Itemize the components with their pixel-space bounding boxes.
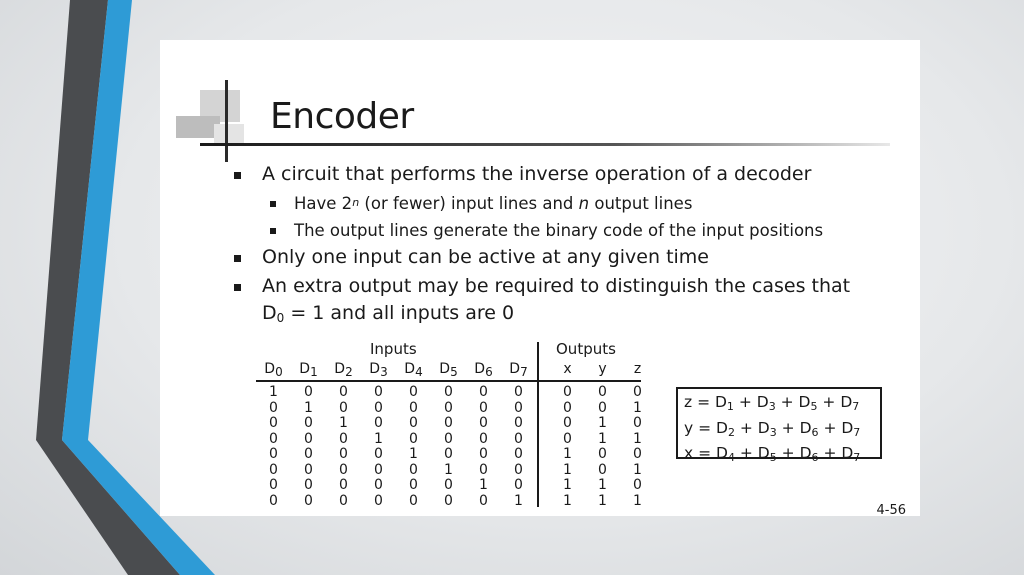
table-header-cell: z <box>633 361 642 377</box>
bullet-square-icon <box>270 201 276 207</box>
equations-box <box>676 387 882 464</box>
table-cell: 1 <box>269 384 278 400</box>
table-row <box>256 415 655 431</box>
table-cell: 0 <box>374 399 383 416</box>
table-row <box>256 446 655 462</box>
table-cell: 0 <box>269 430 278 447</box>
bullet-item: A circuit that performs the inverse operation of a decoder <box>232 161 912 188</box>
table-cell: 0 <box>514 461 523 478</box>
table-cell: 1 <box>598 430 607 447</box>
bullet-list <box>232 161 912 334</box>
table-cell: 0 <box>304 430 313 447</box>
table-cell: 0 <box>269 415 278 431</box>
table-cell: 1 <box>304 399 313 416</box>
table-cell: 1 <box>633 461 642 478</box>
table-cell: 0 <box>304 446 313 462</box>
table-cell: 0 <box>563 415 572 431</box>
table-header-cell: $D_0$ <box>264 361 283 379</box>
table-cell: 0 <box>514 399 523 416</box>
table-header-cell: $D_2$ <box>334 361 353 379</box>
table-row <box>256 384 655 400</box>
table-cell: 0 <box>479 492 488 509</box>
table-cell: 0 <box>339 461 348 478</box>
table-cell: 0 <box>269 461 278 478</box>
bullet-square-icon <box>234 255 241 262</box>
table-cell: 0 <box>339 430 348 447</box>
table-cell: 0 <box>444 384 453 400</box>
slide-content-image <box>160 40 920 516</box>
table-cell: 1 <box>633 399 642 416</box>
bullet-item: Only one input can be active at any given time <box>232 244 912 271</box>
table-cell: 1 <box>598 492 607 509</box>
bullet-continuation: $D_0 = 1$ and all inputs are 0 <box>262 302 515 325</box>
equation-line: $y = D_2 + D_3 + D_6 + D_7$ <box>684 418 861 439</box>
table-cell: 1 <box>479 477 488 493</box>
table-cell: 0 <box>409 415 418 431</box>
table-cell: 0 <box>409 399 418 416</box>
gray-stripe-lower <box>36 440 180 575</box>
table-cell: 0 <box>339 384 348 400</box>
table-cell: 0 <box>444 446 453 462</box>
table-header-cell: $D_4$ <box>404 361 423 379</box>
table-cell: 0 <box>304 492 313 509</box>
table-cell: 0 <box>563 430 572 447</box>
table-cell: 0 <box>304 461 313 478</box>
bullet-square-icon <box>234 172 241 179</box>
table-cell: 1 <box>598 477 607 493</box>
table-header-cell: $D_6$ <box>474 361 493 379</box>
table-cell: 0 <box>269 492 278 509</box>
table-cell: 0 <box>374 384 383 400</box>
table-cell: 0 <box>479 384 488 400</box>
bullet-square-icon <box>270 228 276 234</box>
table-cell: 0 <box>514 384 523 400</box>
table-cell: 1 <box>409 446 418 462</box>
bullet-square-icon <box>234 284 241 291</box>
table-cell: 0 <box>409 461 418 478</box>
table-cell: 0 <box>514 415 523 431</box>
table-cell: 1 <box>633 492 642 509</box>
table-cell: 0 <box>633 477 642 493</box>
table-cell: 1 <box>339 415 348 431</box>
table-cell: 0 <box>339 446 348 462</box>
table-cell: 0 <box>633 415 642 431</box>
table-cell: 0 <box>339 477 348 493</box>
table-cell: 0 <box>514 477 523 493</box>
table-header-row <box>256 361 655 377</box>
table-cell: 0 <box>269 477 278 493</box>
table-divider-horizontal <box>256 380 641 382</box>
table-cell: 1 <box>563 461 572 478</box>
table-cell: 0 <box>304 384 313 400</box>
table-cell: 0 <box>339 399 348 416</box>
table-cell: 1 <box>514 492 523 509</box>
table-cell: 0 <box>479 461 488 478</box>
table-cell: 0 <box>374 461 383 478</box>
table-cell: 0 <box>563 384 572 400</box>
table-cell: 1 <box>598 415 607 431</box>
table-row <box>256 400 655 416</box>
table-cell: 0 <box>374 415 383 431</box>
table-cell: 0 <box>444 477 453 493</box>
table-cell: 0 <box>479 446 488 462</box>
table-cell: 0 <box>598 399 607 416</box>
table-cell: 0 <box>374 477 383 493</box>
title-decoration <box>170 80 270 170</box>
sub-bullet-item: The output lines generate the binary code of the input positions <box>232 217 912 244</box>
table-cell: 0 <box>269 399 278 416</box>
table-cell: 1 <box>563 492 572 509</box>
sub-bullet-item: Have 2$^n$ (or fewer) input lines and n output lines <box>232 190 912 217</box>
table-cell: 0 <box>598 384 607 400</box>
table-cell: 0 <box>444 430 453 447</box>
table-cell: 0 <box>304 477 313 493</box>
page-number: 4-56 <box>876 503 906 516</box>
table-cell: 0 <box>374 492 383 509</box>
table-header-cell: $D_3$ <box>369 361 388 379</box>
table-cell: 0 <box>409 477 418 493</box>
table-cell: 0 <box>339 492 348 509</box>
table-cell: 0 <box>479 415 488 431</box>
inputs-group-label: Inputs <box>370 340 417 358</box>
table-cell: 1 <box>563 477 572 493</box>
table-cell: 1 <box>374 430 383 447</box>
table-cell: 0 <box>633 446 642 462</box>
table-cell: 0 <box>563 399 572 416</box>
table-cell: 1 <box>444 461 453 478</box>
table-header-cell: $D_5$ <box>439 361 458 379</box>
table-cell: 0 <box>409 492 418 509</box>
table-header-cell: $D_7$ <box>509 361 528 379</box>
table-cell: 0 <box>444 399 453 416</box>
outputs-group-label: Outputs <box>556 340 616 358</box>
table-row <box>256 462 655 478</box>
table-cell: 0 <box>514 446 523 462</box>
title-underline <box>200 143 890 146</box>
equation-line: $z = D_1 + D_3 + D_5 + D_7$ <box>684 393 860 413</box>
table-header-cell: x <box>563 361 572 377</box>
table-row <box>256 431 655 447</box>
table-cell: 1 <box>633 430 642 447</box>
table-cell: 0 <box>444 492 453 509</box>
table-cell: 0 <box>479 430 488 447</box>
bullet-item: An extra output may be required to distinguish the cases that <box>232 273 912 300</box>
table-cell: 0 <box>269 446 278 462</box>
table-cell: 0 <box>304 415 313 431</box>
table-cell: 0 <box>514 430 523 447</box>
table-cell: 1 <box>563 446 572 462</box>
equation-line: $x = D_4 + D_5 + D_6 + D_7$ <box>684 444 861 464</box>
table-cell: 0 <box>633 384 642 400</box>
table-cell: 0 <box>598 446 607 462</box>
table-cell: 0 <box>374 446 383 462</box>
table-cell: 0 <box>479 399 488 416</box>
table-cell: 0 <box>444 415 453 431</box>
table-cell: 0 <box>409 430 418 447</box>
table-row <box>256 477 655 493</box>
table-cell: 0 <box>598 461 607 478</box>
table-header-cell: y <box>598 361 607 377</box>
table-cell: 0 <box>409 384 418 400</box>
table-header-cell: $D_1$ <box>299 361 318 379</box>
slide-title: Encoder <box>270 96 414 137</box>
table-row <box>256 493 655 509</box>
